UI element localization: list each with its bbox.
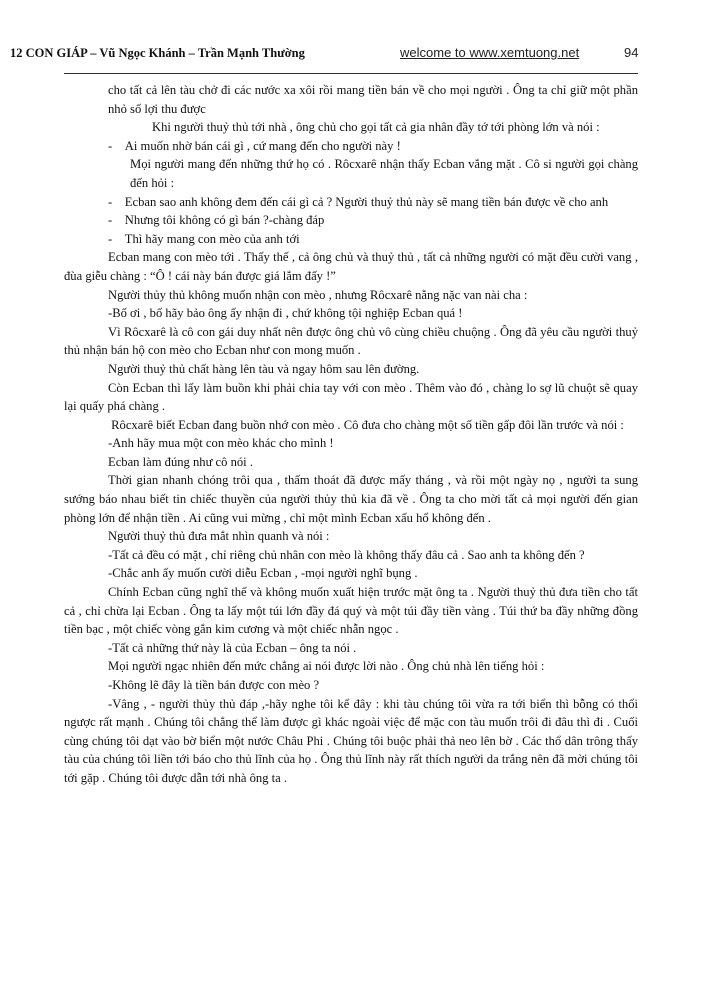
paragraph: -Không lẽ đây là tiền bán được con mèo ? — [108, 678, 320, 692]
paragraph: Mọi người mang đến những thứ họ có . Rôcxarê nhận thấy Ecban vắng mặt . Cô si người gọi chàng đến hỏi : — [130, 157, 638, 190]
website-link[interactable]: welcome to www.xemtuong.net — [400, 45, 580, 60]
page-header — [10, 46, 640, 66]
paragraph: Khi người thuỷ thủ tới nhà , ông chủ cho gọi tất cả gia nhân đầy tớ tới phòng lớn và nói : — [152, 120, 600, 135]
paragraph: cho tất cả lên tàu chở đi các nước xa xôi rồi mang tiền bán về cho mọi người . Ông ta chỉ giữ một phần nhỏ số lợi thu được — [108, 83, 638, 116]
page-number: 94 — [624, 45, 639, 60]
paragraph: Vì Rôcxarê là cô con gái duy nhất nên được ông chủ vô cùng chiều chuộng . Ông đã yêu cầu người thuỷ thủ nhận bán hộ con mèo cho Ecban như con mong muốn . — [64, 324, 638, 358]
paragraph: Ecban làm đúng như cô nói . — [108, 454, 253, 469]
paragraph: - Nhưng tôi không có gì bán ?-chàng đáp — [108, 213, 325, 228]
book-title: 12 CON GIÁP – Vũ Ngọc Khánh – Trần Mạnh Thường — [10, 46, 305, 60]
paragraph: Ecban mang con mèo tới . Thấy thế , cả ông chủ và thuỷ thủ , tất cả những người có mặt đều cười vang , đùa giễu chàng : “Ô ! cái này bán được giá lắm đấy !” — [64, 250, 638, 283]
paragraph: Rôcxarê biết Ecban đang buồn nhớ con mèo . Cô đưa cho chàng một số tiền gấp đôi lần trước và nói : — [108, 417, 624, 432]
paragraph: Người thủy thủ không muốn nhận con mèo , nhưng Rôcxarê nằng nặc van nài cha : — [108, 287, 528, 302]
paragraph: -Tất cả những thứ này là của Ecban – ông ta nói . — [108, 640, 357, 655]
document-body — [64, 81, 638, 788]
paragraph: Chính Ecban cũng nghĩ thế và không muốn xuất hiện trước mặt ông ta . Người thuỷ thủ đưa tiền cho tất cả , chỉ chừa lại Ecban . Ông ta lấy một túi lớn đầy đá quý và một túi đầy tiền vàng . Túi thứ ba đầy những đồng tiền bạc , một chiếc vòng gắn kim cương và một chiếc nhẫn ngọc . — [64, 585, 638, 637]
paragraph: Thời gian nhanh chóng trôi qua , thấm thoát đã được mấy tháng , và rồi một ngày nọ , người ta sung sướng báo nhau biết tin chiếc thuyền của người thủy thủ kia đã về . Ông ta cho mời tất cả mọi người đến gian phòng lớn để nhận tiền . Ai cũng vui mừng , chỉ một mình Ecban xấu hổ không đến . — [64, 473, 638, 525]
paragraph: -Vâng , - người thủy thủ đáp ,-hãy nghe tôi kể đây : khi tàu chúng tôi vừa ra tới biển thì bỗng có thổi ngược rất mạnh . Chúng tôi chẳng thể làm được gì khác ngoài việc để mặc con tàu muốn trôi đi đâu thì đi . Cuối cùng chúng tôi dạt vào bờ biển một nước Châu Phi . Chúng tôi buộc phải thả neo lên bờ . Các thổ dân trông thấy tàu của chúng tôi liền tới báo cho thủ lĩnh của họ . Ông thủ lĩnh này rất thích người da trắng nên đã mời chúng tôi tới gặp . Chúng tôi được dẫn tới nhà ông ta . — [64, 696, 638, 785]
paragraph: - Ecban sao anh không đem đến cái gì cả ? Người thuỷ thủ này sẽ mang tiền bán được về cho anh — [108, 194, 609, 209]
paragraph: - Ai muốn nhờ bán cái gì , cứ mang đến cho người này ! — [108, 138, 401, 153]
paragraph: Người thuỷ thủ chất hàng lên tàu và ngay hôm sau lên đường. — [108, 361, 420, 376]
paragraph: Mọi người ngạc nhiên đến mức chẳng ai nói được lời nào . Ông chủ nhà lên tiếng hỏi : — [108, 659, 545, 674]
header-divider — [64, 73, 638, 74]
paragraph: -Anh hãy mua một con mèo khác cho mình ! — [108, 436, 334, 451]
paragraph: - Thì hãy mang con mèo của anh tới — [108, 231, 300, 246]
paragraph: -Tất cả đều có mặt , chỉ riêng chủ nhân con mèo là không thấy đâu cả . Sao anh ta không đến ? — [108, 547, 585, 562]
paragraph: -Bố ơi , bố hãy bảo ông ấy nhận đi , chứ không tội nghiệp Ecban quá ! — [108, 306, 463, 321]
paragraph: Còn Ecban thì lấy làm buồn khi phải chia tay với con mèo . Thêm vào đó , chàng lo sợ lũ chuột sẽ quay lại quấy phá chàng . — [64, 380, 638, 414]
paragraph: -Chắc anh ấy muốn cười diễu Ecban , -mọi người nghĩ bụng . — [108, 566, 418, 581]
paragraph: Người thuỷ thủ đưa mắt nhìn quanh và nói : — [108, 529, 330, 544]
